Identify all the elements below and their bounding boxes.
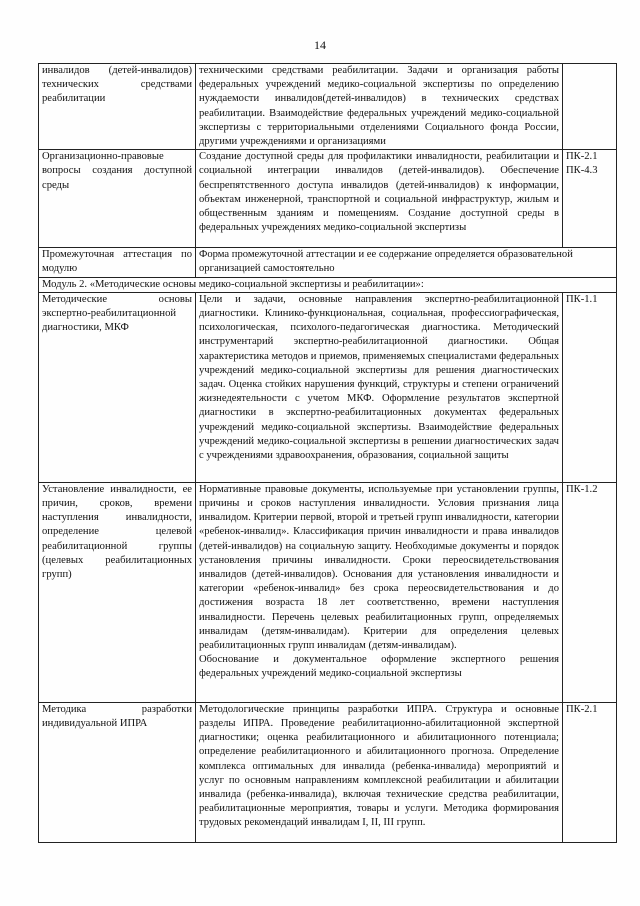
module-header-row [39, 277, 617, 292]
topic-cell: Промежуточная аттестация по модулю [39, 248, 196, 277]
topic-cell: Методика разработки индивидуальной ИПРА [39, 702, 196, 842]
content-cell: Цели и задачи, основные направления экспертно-реабилитационной диагностики. Клинико-функциональная, социальная, профессиографическая, психологическая, психолого-педагогическая диагностика. Методический инструментарий экспертно-реабилитационной диагностики. Общая характеристика методов и приемов, применяемых специалистами федеральных учреждений медико-социальной экспертизы для решения диагностических задач. Оценка стойких нарушения функций, структуры и степени ограничений жизнедеятельности с учетом МКФ. Оформление результатов экспертной диагностики в экспертно-реабилитационных документах федеральных учреждений медико-социальной экспертизы. Взаимодействие федеральных учреждений медико-социальной экспертизы в решении диагностических задач с учреждениями здравоохранения, образования, социальной защиты [196, 292, 563, 482]
table-row [39, 482, 617, 702]
table-row [39, 248, 617, 277]
content-cell: Создание доступной среды для профилактики инвалидности, реабилитации и социальной интеграции инвалидов (детей-инвалидов). Обеспечение беспрепятственного доступа инвалидов (детей-инвалидов) к информации, объектам инженерной, транспортной и социальной инфраструктур, жилым и общественным зданиям и помещениям. Создание доступной среды в федеральных учреждениях медико-социальной экспертизы [196, 150, 563, 248]
table-row [39, 702, 617, 842]
topic-cell: Организационно-правовые вопросы создания доступной среды [39, 150, 196, 248]
topic-cell: инвалидов (детей-инвалидов) технических средствами реабилитации [39, 64, 196, 150]
curriculum-table [38, 63, 617, 843]
codes-cell: ПК-1.1 [563, 292, 617, 482]
table-row [39, 64, 617, 150]
content-cell: техническими средствами реабилитации. Задачи и организация работы федеральных учреждений медико-социальной экспертизы по определению нуждаемости инвалидов(детей-инвалидов) в технических средствах реабилитации. Взаимодействие федеральных учреждений медико-социальной экспертизы с территориальными отделениями Социального фонда России, другими учреждениями и организациями [196, 64, 563, 150]
content-paragraph: Обоснование и документальное оформление экспертного решения федеральных учреждений медико-социальной экспертизы [199, 654, 559, 680]
codes-cell [563, 64, 617, 150]
codes-cell: ПК-2.1 [563, 702, 617, 842]
content-cell [196, 482, 563, 702]
content-cell: Форма промежуточной аттестации и ее содержание определяется образовательной организацией самостоятельно [196, 248, 617, 277]
codes-cell: ПК-1.2 [563, 482, 617, 702]
table-row [39, 292, 617, 482]
codes-cell: ПК-2.1 ПК-4.3 [563, 150, 617, 248]
topic-cell: Методические основы экспертно-реабилитационной диагностики, МКФ [39, 292, 196, 482]
page-number: 14 [314, 38, 326, 52]
topic-cell: Установление инвалидности, ее причин, сроков, времени наступления инвалидности, определение целевой реабилитационной группы (целевых реабилитационных групп) [39, 482, 196, 702]
module-header: Модуль 2. «Методические основы медико-социальной экспертизы и реабилитации»: [39, 277, 617, 292]
table-row [39, 150, 617, 248]
content-paragraph: Нормативные правовые документы, используемые при установлении группы, причины и сроков наступления инвалидности. Условия признания лица инвалидом. Критерии первой, второй и третьей групп инвалидности, категории «ребенок-инвалид». Классификация причин инвалидности и права инвалидов (детей-инвалидов) на социальную защиту. Необходимые документы и порядок установления причины инвалидности. Сроки переосвидетельствования инвалидов (детей-инвалидов). Основания для установления инвалидности и категории «ребенок-инвалид» без срока переосвидетельствования и до достижения возраста 18 лет соответственно, времени наступления инвалидности. Перечень целевых реабилитационных групп, определяемых инвалидам (детям-инвалидам). Критерии для определения целевых реабилитационных групп инвалидам (детям-инвалидам). [199, 483, 559, 652]
content-cell: Методологические принципы разработки ИПРА. Структура и основные разделы ИПРА. Проведение реабилитационно-абилитационной экспертной диагностики; оценка реабилитационного и абилитационного потенциала; определение реабилитационного и абилитационного прогноза. Определение комплекса оптимальных для инвалида (ребенка-инвалида) мероприятий и услуг по основным направлениям комплексной реабилитации и абилитации инвалида (ребенка-инвалида), включая технические средства реабилитации, реабилитационные мероприятия, товары и услуги. Методика формирования трудовых рекомендаций инвалидам I, II, III групп. [196, 702, 563, 842]
